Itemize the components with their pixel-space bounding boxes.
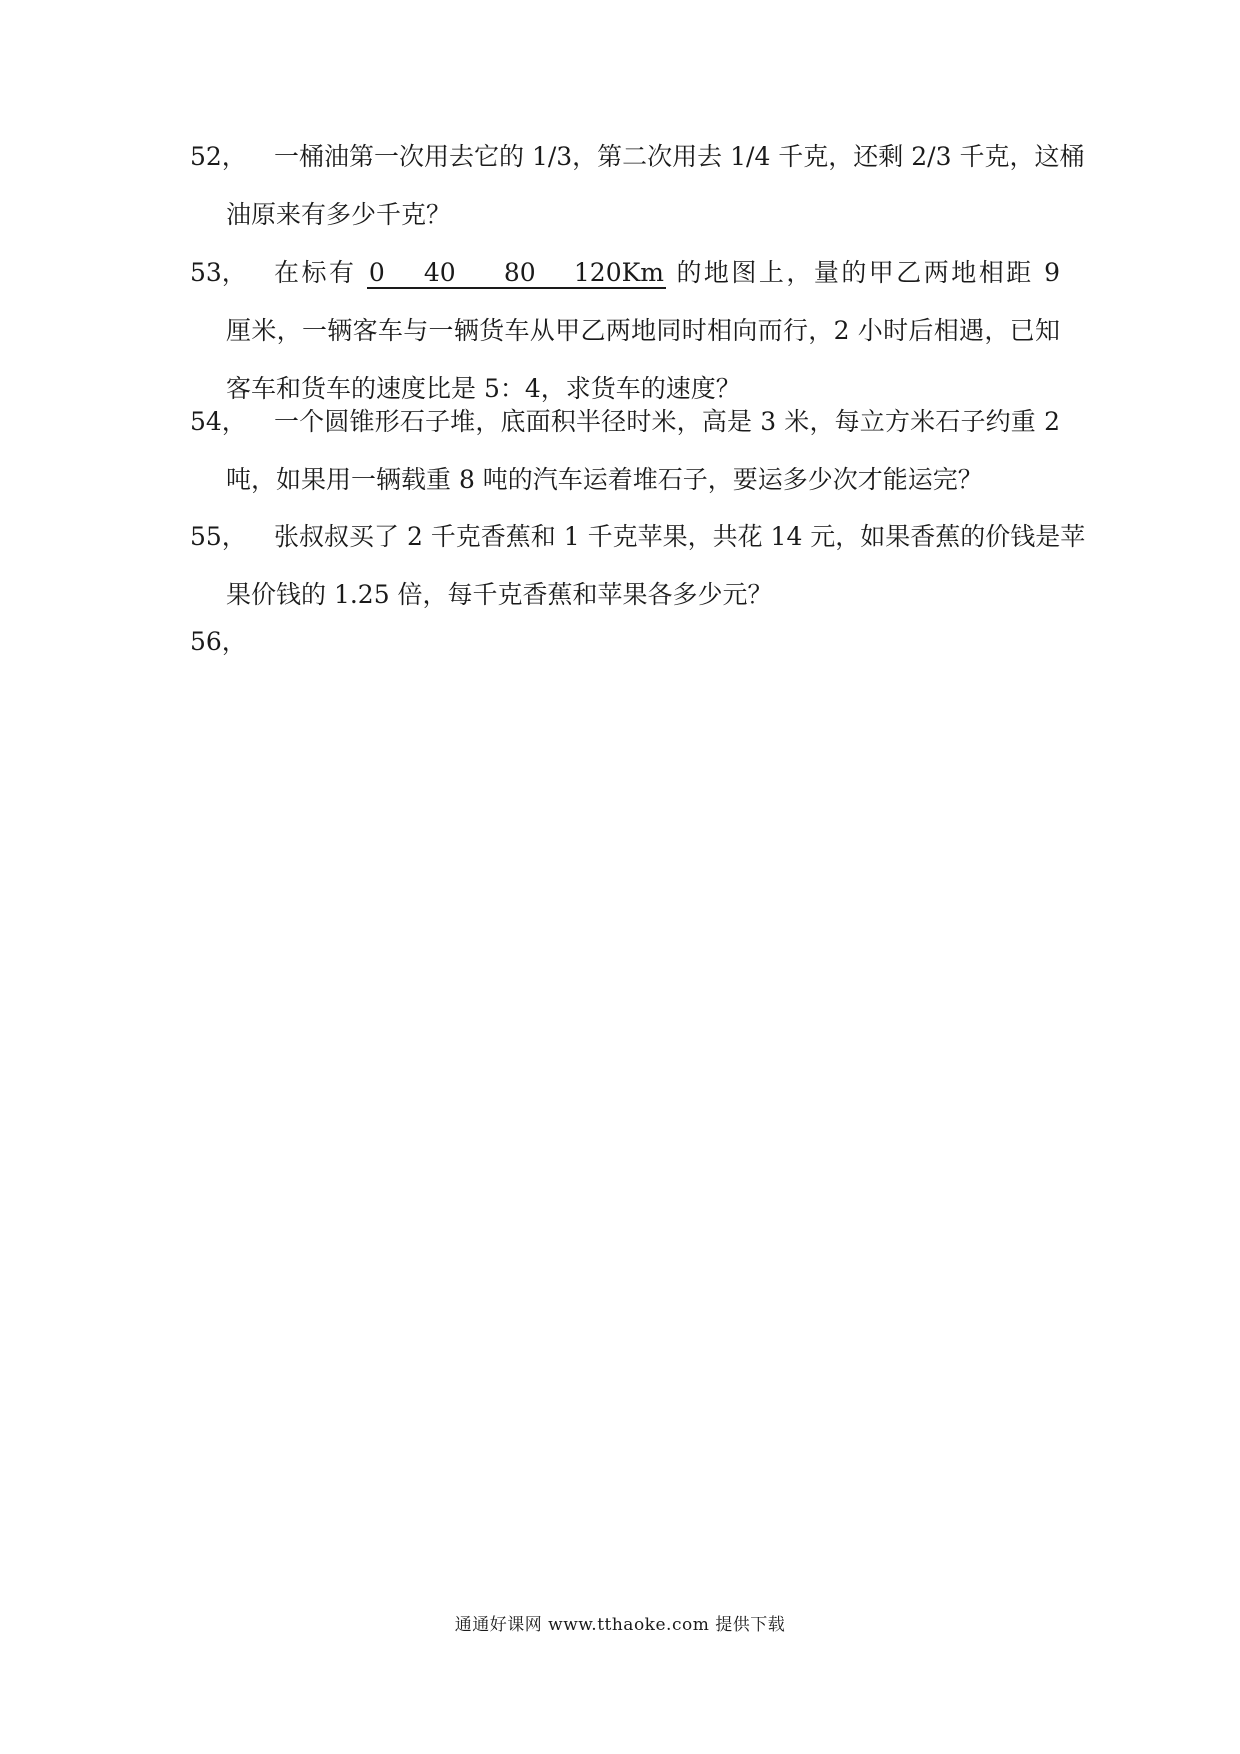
problem-text-line: 一桶油第一次用去它的 1/3，第二次用去 1/4 千克，还剩 2/3 千克，这桶 [274,142,1085,171]
problem-text-line: 吨，如果用一辆载重 8 吨的汽车运着堆石子，要运多少次才能运完？ [226,465,983,494]
map-scale-bar [367,259,666,289]
problem-text-line: 果价钱的 1.25 倍，每千克香蕉和苹果各多少元？ [226,580,773,609]
problem-number: 56， [190,627,247,656]
scale-tick-label: 40 [423,258,456,287]
problem-text-prefix: 在标有 [274,258,357,287]
page-footer: 通通好课网 www.tthaoke.com 提供下载 [454,1615,786,1635]
problem-number: 54， [190,407,247,436]
problem-text-line: 张叔叔买了 2 千克香蕉和 1 千克苹果，共花 14 元，如果香蕉的价钱是苹 [274,522,1086,551]
problem-text-line: 厘米，一辆客车与一辆货车从甲乙两地同时相向而行，2 小时后相遇，已知 [226,316,1060,345]
problem-52 [190,128,1085,244]
problem-text-line: 油原来有多少千克？ [226,200,452,229]
problem-number: 53， [190,258,247,287]
problem-54 [190,393,1060,509]
problem-53 [190,244,1060,418]
scale-tick-label: 80 [503,258,536,287]
problem-text-line [190,244,1060,302]
problem-text-line: 一个圆锥形石子堆，底面积半径时米，高是 3 米，每立方米石子约重 2 [274,407,1060,436]
problem-number: 55， [190,522,247,551]
problem-55 [190,508,1086,624]
problem-number: 52， [190,142,247,171]
scale-tick-label: 120Km [573,258,664,287]
problem-text-suffix: 的地图上，量的甲乙两地相距 9 [676,258,1061,287]
problem-text-line: 客车和货车的速度比是 5：4，求货车的速度？ [226,374,741,403]
scale-tick-label: 0 [368,258,385,287]
